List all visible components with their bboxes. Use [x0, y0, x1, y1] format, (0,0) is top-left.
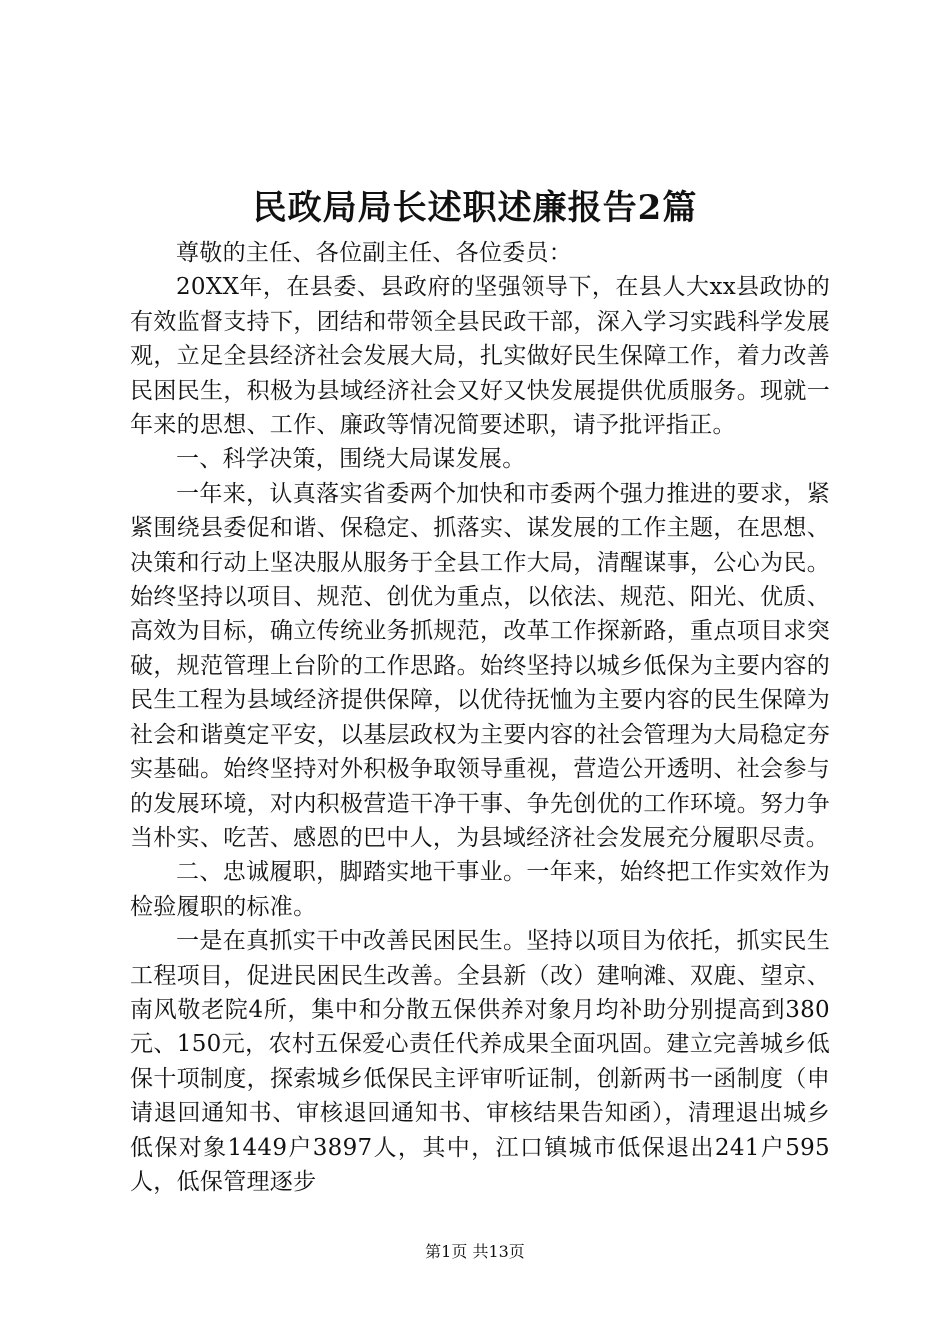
- section-1-paragraph: 一年来，认真落实省委两个加快和市委两个强力推进的要求，紧紧围绕县委促和谐、保稳定、抓落实、谋发展的工作主题，在思想、决策和行动上坚决服从服务于全县工作大局，清醒谋事，公心为民。始终坚持以项目、规范、创优为重点，以依法、规范、阳光、优质、高效为目标，确立传统业务抓规范，改革工作探新路，重点项目求突破，规范管理上台阶的工作思路。始终坚持以城乡低保为主要内容的民生工程为县域经济提供保障，以优待抚恤为主要内容的民生保障为社会和谐奠定平安，以基层政权为主要内容的社会管理为大局稳定夯实基础。始终坚持对外积极争取领导重视，营造公开透明、社会参与的发展环境，对内积极营造干净干事、争先创优的工作环境。努力争当朴实、吃苦、感恩的巴中人，为县域经济社会发展充分履职尽责。: [130, 480, 830, 851]
- section-heading-1: 一、科学决策，围绕大局谋发展。: [176, 446, 526, 473]
- salutation-paragraph: 尊敬的主任、各位副主任、各位委员：: [176, 240, 573, 266]
- page-footer: 第1页 共13页: [425, 1242, 525, 1261]
- section-2-paragraph: 一是在真抓实干中改善民困民生。坚持以项目为依托，抓实民生工程项目，促进民困民生改善。全县新（改）建响滩、双鹿、望京、南风敬老院4所，集中和分散五保供养对象月均补助分别提高到380元、150元，农村五保爱心责任代养成果全面巩固。建立完善城乡低保十项制度，探索城乡低保民主评审听证制，创新两书一函制度（申请退回通知书、审核退回通知书、审核结果告知函），清理退出城乡低保对象1449户3897人，其中，江口镇城市低保退出241户595人，低保管理逐步: [130, 928, 830, 1195]
- intro-paragraph: 20XX年，在县委、县政府的坚强领导下，在县人大xx县政协的有效监督支持下，团结和带领全县民政干部，深入学习实践科学发展观，立足全县经济社会发展大局，扎实做好民生保障工作，着力改善民困民生，积极为县域经济社会又好又快发展提供优质服务。现就一年来的思想、工作、廉政等情况简要述职，请予批评指正。: [130, 274, 830, 439]
- document-body: [130, 236, 830, 1199]
- document-title: 民政局局长述职述廉报告2篇: [252, 188, 698, 228]
- section-heading-2: 二、忠诚履职，脚踏实地干事业。一年来，始终把工作实效作为检验履职的标准。: [130, 859, 830, 920]
